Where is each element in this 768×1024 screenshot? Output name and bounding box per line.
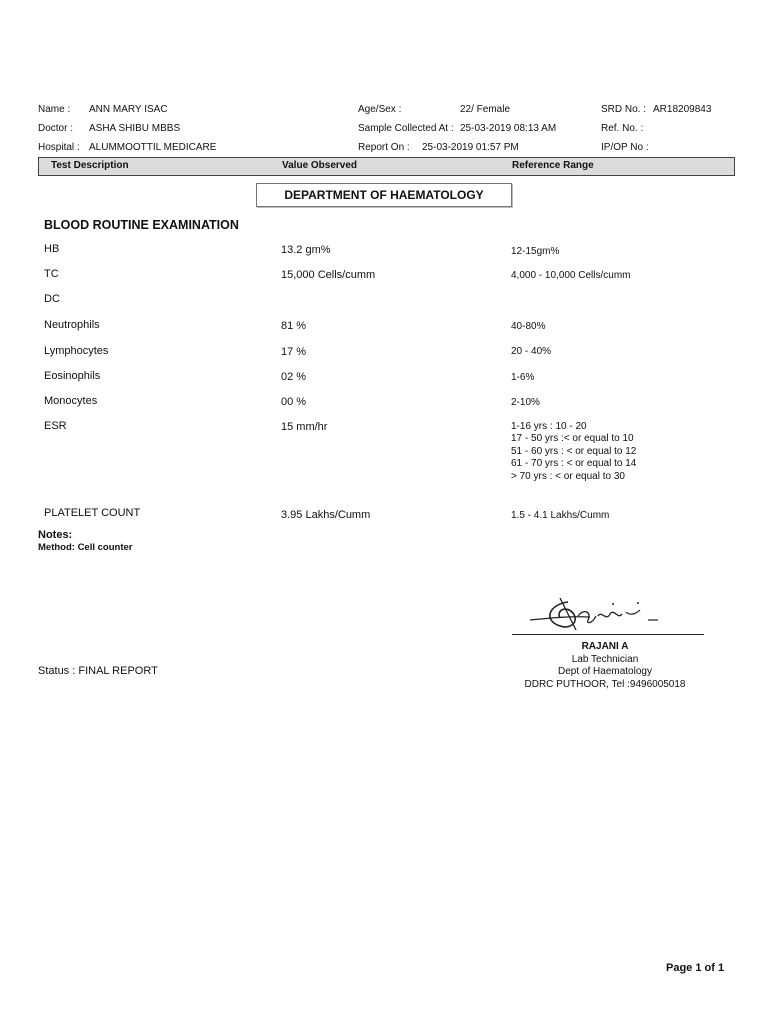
page-indicator: Page 1 of 1 <box>666 962 725 974</box>
test-value: 15 mm/hr <box>281 421 328 433</box>
srd-label: SRD No. : <box>601 104 647 115</box>
agesex-label: Age/Sex : <box>358 104 402 115</box>
report-on-value: 25-03-2019 01:57 PM <box>422 142 519 153</box>
test-value: 13.2 gm% <box>281 244 331 256</box>
patient-name: ANN MARY ISAC <box>89 104 168 115</box>
test-range: 1.5 - 4.1 Lakhs/Cumm <box>511 510 610 521</box>
signatory-dept: Dept of Haematology <box>558 666 652 677</box>
sample-collected-value: 25-03-2019 08:13 AM <box>460 123 557 134</box>
test-name: HB <box>44 243 60 255</box>
esr-range-line: > 70 yrs : < or equal to 30 <box>511 470 625 482</box>
esr-range-line: 17 - 50 yrs :< or equal to 10 <box>511 433 634 445</box>
esr-range-line: 51 - 60 yrs : < or equal to 12 <box>511 445 637 457</box>
notes-title: Notes: <box>38 529 73 541</box>
hospital-label: Hospital : <box>38 142 80 153</box>
esr-range-line: 61 - 70 yrs : < or equal to 14 <box>511 458 637 470</box>
test-name: PLATELET COUNT <box>44 507 141 519</box>
agesex-value: 22/ Female <box>460 104 511 115</box>
doctor-label: Doctor : <box>38 123 74 134</box>
signature-icon <box>520 590 704 634</box>
name-label: Name : <box>38 104 71 115</box>
signatory-name: RAJANI A <box>581 641 629 652</box>
test-range: 2-10% <box>511 397 540 408</box>
header-reference-range: Reference Range <box>512 160 594 171</box>
test-name: Neutrophils <box>44 319 100 331</box>
doctor-name: ASHA SHIBU MBBS <box>89 123 181 134</box>
test-name: Eosinophils <box>44 370 101 382</box>
esr-reference-range <box>511 421 636 483</box>
header-value-observed: Value Observed <box>282 160 358 171</box>
notes-method: Method: Cell counter <box>38 542 133 553</box>
test-range: 40-80% <box>511 321 546 332</box>
hospital-name: ALUMMOOTTIL MEDICARE <box>89 142 217 153</box>
test-value: 15,000 Cells/cumm <box>281 269 376 281</box>
header-test-description: Test Description <box>51 160 129 171</box>
report-on-label: Report On : <box>358 142 410 153</box>
ipop-label: IP/OP No : <box>601 142 649 153</box>
signature-line <box>512 634 704 635</box>
test-name: ESR <box>44 420 67 432</box>
test-value: 3.95 Lakhs/Cumm <box>281 509 371 521</box>
report-status: Status : FINAL REPORT <box>38 665 158 677</box>
test-name: TC <box>44 268 59 280</box>
ref-no-label: Ref. No. : <box>601 123 644 134</box>
test-value: 02 % <box>281 371 307 383</box>
signatory-role: Lab Technician <box>571 653 639 665</box>
table-header-bar <box>38 157 735 176</box>
test-range: 1-6% <box>511 372 535 383</box>
test-name: DC <box>44 293 60 305</box>
test-range: 20 - 40% <box>511 346 552 357</box>
sample-collected-label: Sample Collected At : <box>358 123 454 134</box>
test-value: 81 % <box>281 320 307 332</box>
signature <box>520 590 704 634</box>
section-title: BLOOD ROUTINE EXAMINATION <box>44 218 239 232</box>
test-range: 4,000 - 10,000 Cells/cumm <box>511 270 631 281</box>
test-name: Monocytes <box>44 395 98 407</box>
test-value: 00 % <box>281 396 307 408</box>
signatory-contact: DDRC PUTHOOR, Tel :9496005018 <box>524 678 686 690</box>
test-name: Lymphocytes <box>44 345 109 357</box>
esr-range-line: 1-16 yrs : 10 - 20 <box>511 421 587 432</box>
test-value: 17 % <box>281 346 307 358</box>
signatory-block <box>505 641 705 691</box>
srd-value: AR18209843 <box>653 104 712 115</box>
test-range: 12-15gm% <box>511 246 560 257</box>
department-title: DEPARTMENT OF HAEMATOLOGY <box>256 183 512 207</box>
